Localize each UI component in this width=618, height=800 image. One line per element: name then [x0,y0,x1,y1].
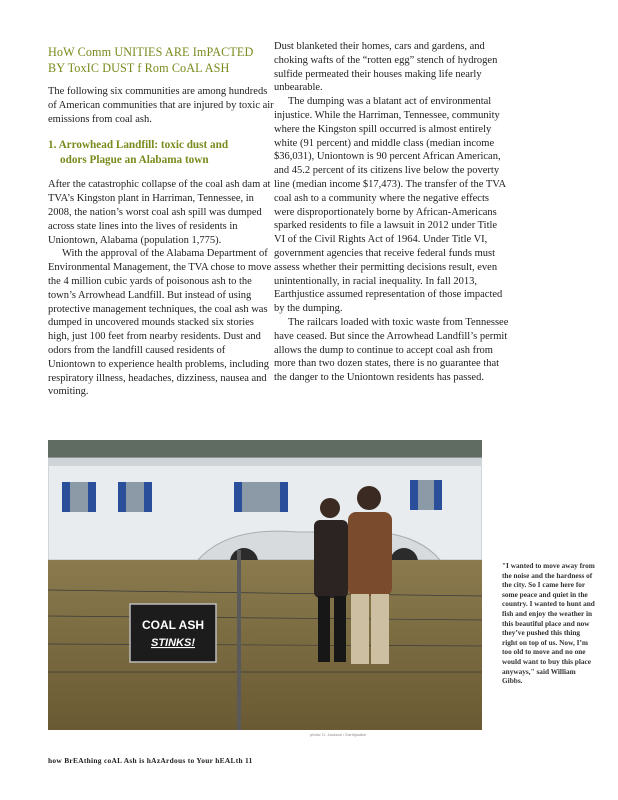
sign-text-line-2: STINKS! [151,637,195,649]
sign-text-line-1: COAL ASH [141,618,205,632]
page-number: 11 [245,756,253,765]
section-heading-line-1: 1. Arrowhead Landfill: toxic dust and [48,139,229,152]
body-paragraph-5: The railcars loaded with toxic waste from Tennessee have ceased. But since the Arrowhead Landfill’s permit allows the dump to continue to accept coal ash from more than two dozen states, there is no guarantee that the danger to the Uniontown residents has passed. [274,316,509,384]
page-footer [48,756,253,765]
footer-title: how BrEAthing coAL Ash is hAzArdous to Your hEALth [48,756,243,765]
fence-post [237,550,241,730]
section-heading [48,138,274,168]
heading-line-2: BY ToxIC DUST f Rom CoAL ASH [48,61,230,75]
body-paragraph-1: After the catastrophic collapse of the coal ash dam at TVA’s Kingston plant in Harriman, Tennessee, in 2008, the nation’s worst coal ash spill was dumped across state lines into the lives of residents in Uniontown, Alabama (population 1,775). [48,179,271,246]
pull-quote: "I wanted to move away from the noise and the hardness of the city. So I came here for some peace and quiet in the country. I wanted to hunt and fish and enjoy the weather in this beautiful place and now they’ve pushed this thing right on top of us. Now, I’m too old to move and no one would want to buy this place anyways," said William Gibbs. [502,561,595,686]
coal-ash-stinks-sign [130,604,216,662]
body-paragraph-4: The dumping was a blatant act of environmental injustice. While the Harriman, Tennessee, community where the Kingston spill occurred is almost entirely white (91 percent) and middle class (median income $36,031), Uniontown is 90 percent African American, and 45.2 percent of its citizens live below the poverty line (median income $17,473). The transfer of the TVA coal ash to a community where the negative effects were disproportionately borne by African-Americans sparked residents to file a lawsuit in 2012 under Title VI of the Civil Rights Act of 1964. Under Title VI, government agencies that receive federal funds must assess whether their permitting decisions result, even unintentionally, in racial inequality. In fall 2013, Earthjustice assumed representation of those impacted by the dumping. [274,96,506,315]
residents-photo [48,440,482,730]
body-paragraph-3: Dust blanketed their homes, cars and gardens, and choking wafts of the “rotten egg” stench of hydrogen sulfide permeated their houses making life nearly unbearable. [274,41,498,94]
section-heading-line-2: odors Plague an Alabama town [60,154,209,167]
heading-line-1: HoW Comm UNITIES ARE ImPACTED [48,45,254,59]
mobile-home-roof [48,458,482,466]
photo-credit: photo: D. Jackson / Earthjustice [310,732,367,737]
article-heading [48,44,274,76]
body-paragraph-2: With the approval of the Alabama Department of Environmental Management, the TVA chose to move the 4 million cubic yards of poisonous ash to the town’s Arrowhead Landfill. But instead of using protective management techniques, the coal ash was dumped in uncovered mounds stacked six stories high, just 100 feet from nearby residents. Dust and odors from the landfill caused residents of Uniontown to experience health problems, including respiratory illness, headaches, dizziness, nausea and vomiting. [48,248,272,398]
photo-illustration [48,440,482,730]
intro-paragraph: The following six communities are among hundreds of American communities that are injured by toxic air emissions from coal ash. [48,86,274,125]
left-column [48,40,274,399]
right-column [274,40,510,385]
